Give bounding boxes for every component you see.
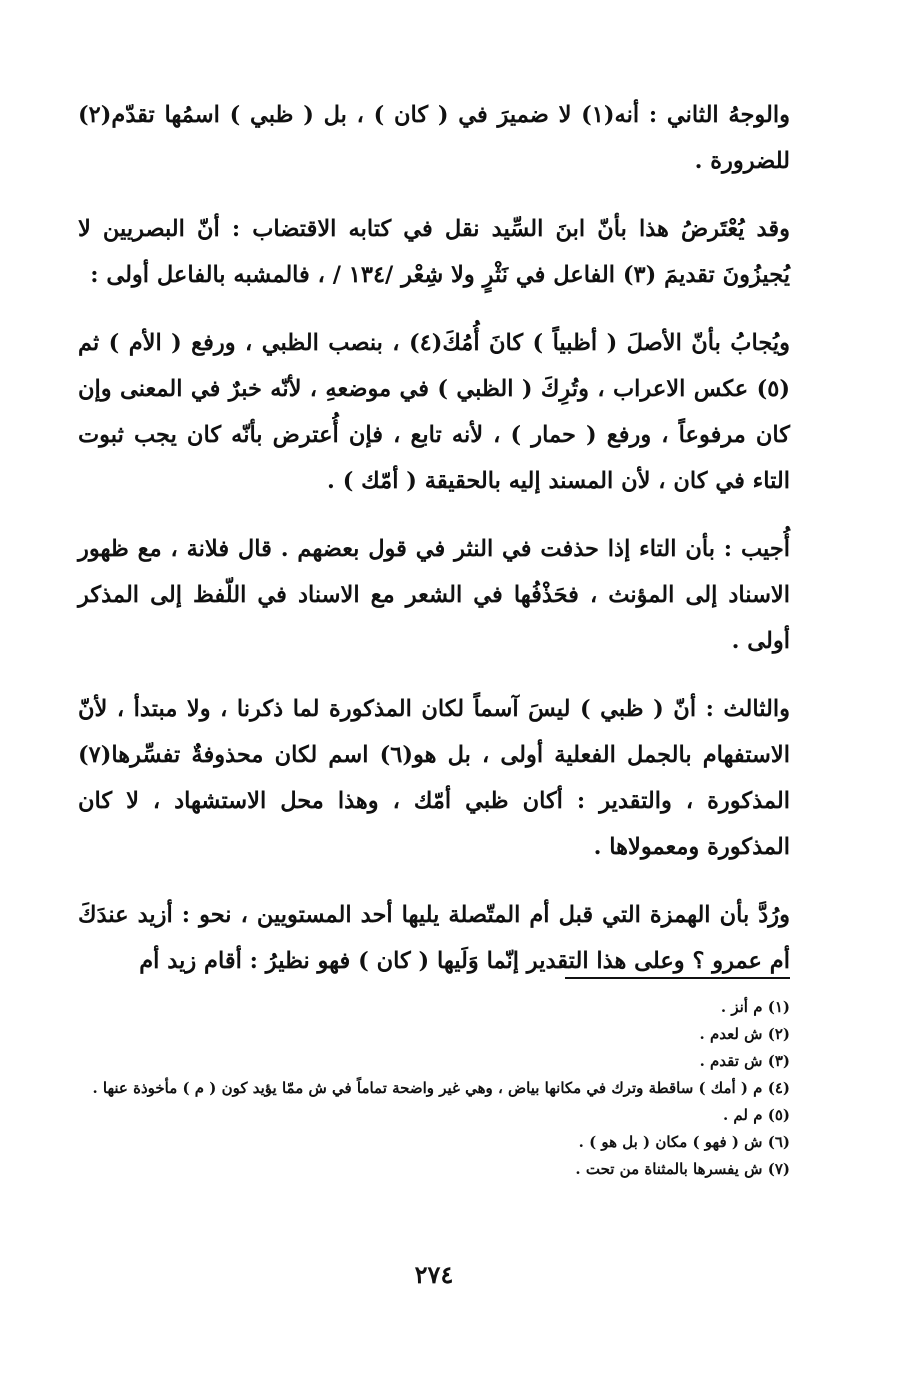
footnote-item: [78, 1156, 790, 1183]
footnote-text: م لم .: [722, 1106, 763, 1124]
footnote-text: ش لعدم .: [699, 1025, 763, 1043]
paragraph-answer: أُجيب : بأن التاء إذا حذفت في النثر في قول بعضهم . قال فلانة ، مع ظهور الاسناد إلى المؤنث ، فحَذْفُها في الشعر مع الاسناد في اللّفظ إلى المذكر أولى .: [78, 536, 790, 654]
footnote-item: [78, 1075, 790, 1102]
footnote-item: [78, 1129, 790, 1156]
paragraph-second-aspect: والوجهُ الثاني : أنه(١) لا ضميرَ في ( كان ) ، بل ( ظبي ) اسمُها تقدّم(٢) للضرورة .: [78, 102, 790, 174]
paragraph-third-aspect: والثالث : أنّ ( ظبي ) ليسَ آسماً لكان المذكورة لما ذكرنا ، ولا مبتدأ ، لأنّ الاستفهام بالجمل الفعلية أولى ، بل هو(٦) اسم لكان محذوفةٌ تفسِّرها(٧) المذكورة ، والتقدير : أكان ظبي أمّك ، وهذا محل الاستشهاد ، لا كان المذكورة ومعمولاها .: [78, 696, 790, 860]
footnote-item: [78, 1102, 790, 1129]
footnote-item: [78, 1048, 790, 1075]
footnote-item: [78, 994, 790, 1021]
footnote-item: [78, 1021, 790, 1048]
page-number: ٢٧٤: [414, 1260, 454, 1289]
footnote-text: ش تقدم .: [699, 1052, 763, 1070]
footnote-marker: (١): [767, 998, 790, 1016]
footnotes: [78, 994, 790, 1183]
footnote-text: م ( أمك ) ساقطة وترك في مكانها بياض ، وهي غير واضحة تماماً في ش ممّا يؤيد كون ( م ) مأخوذة عنها .: [92, 1079, 763, 1097]
page-body: [78, 92, 790, 1362]
footnote-marker: (٧): [767, 1160, 790, 1178]
paragraph-rebuttal: ورُدَّ بأن الهمزة التي قبل أم المتّصلة يليها أحد المستويين ، نحو : أزيد عندَكَ أم عمرو ؟ وعلى هذا التقدير إنّما وَلَيها ( كان ) فهو نظيرُ : أقام زيد أم: [78, 902, 790, 974]
footnote-marker: (٥): [767, 1106, 790, 1124]
footnote-marker: (٤): [767, 1079, 790, 1097]
footnote-marker: (٢): [767, 1025, 790, 1043]
footnote-divider: [565, 977, 790, 979]
footnote-marker: (٦): [767, 1133, 790, 1151]
paragraph-objection: وقد يُعْتَرضُ هذا بأنّ ابنَ السِّيد نقل في كتابه الاقتضاب : أنّ البصريين لا يُجيزُونَ تقديمَ (٣) الفاعل في نَثْرٍ ولا شِعْر /١٣٤ / ، فالمشبه بالفاعل أولى :: [78, 216, 790, 288]
footnote-text: ش ( فهو ) مكان ( بل هو ) .: [578, 1133, 763, 1151]
footnote-text: ش يفسرها بالمثناة من تحت .: [575, 1160, 763, 1178]
footnote-marker: (٣): [767, 1052, 790, 1070]
footnote-text: م أنز .: [720, 998, 763, 1016]
paragraph-response: ويُجابُ بأنّ الأصلَ ( أظبياً ) كانَ أُمُكَ(٤) ، بنصب الظبي ، ورفع ( الأم ) ثم (٥) عكس الاعراب ، وتُرِكَ ( الظبي ) في موضعهِ ، لأنّه خبرٌ في المعنى وإن كان مرفوعاً ، ورفع ( حمار ) ، لأنه تابع ، فإن أُعترض بأنّه كان يجب ثبوت التاء في كان ، لأن المسند إليه بالحقيقة ( أمّك ) .: [78, 330, 791, 494]
